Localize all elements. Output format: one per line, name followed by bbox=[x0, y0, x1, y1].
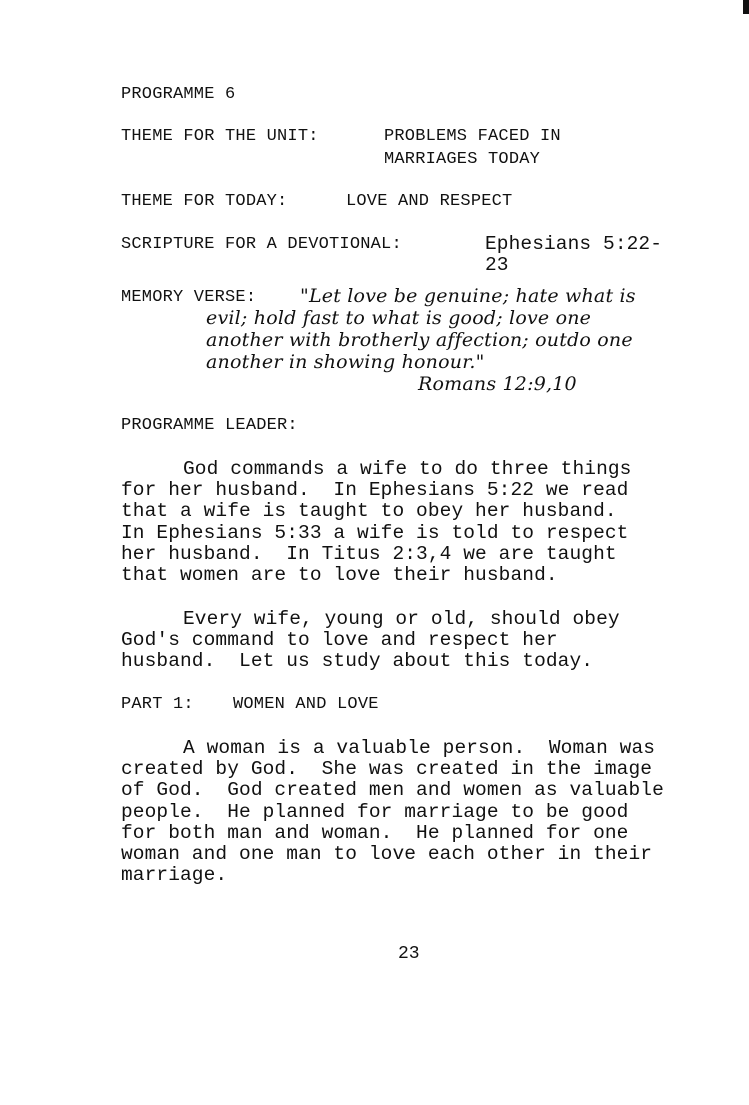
memory-verse-line: another with brotherly affection; outdo one bbox=[206, 329, 633, 351]
paragraph-line: that women are to love their husband. bbox=[121, 564, 558, 586]
memory-verse-line: evil; hold fast to what is good; love one bbox=[206, 307, 592, 329]
paragraph-line: created by God. She was created in the image bbox=[121, 758, 653, 780]
paragraph-line: people. He planned for marriage to be good bbox=[121, 801, 629, 823]
paragraph-line: A woman is a valuable person. Woman was bbox=[183, 737, 656, 759]
paragraph-line: for her husband. In Ephesians 5:22 we read bbox=[121, 479, 629, 501]
unit-theme-label: THEME FOR THE UNIT: bbox=[121, 127, 319, 146]
scripture-reference-line2: 23 bbox=[485, 254, 509, 276]
part1-title: WOMEN AND LOVE bbox=[233, 695, 379, 714]
today-theme-label: THEME FOR TODAY: bbox=[121, 192, 288, 211]
today-theme-value: LOVE AND RESPECT bbox=[346, 192, 513, 211]
scripture-label: SCRIPTURE FOR A DEVOTIONAL: bbox=[121, 235, 402, 254]
paragraph-line: that a wife is taught to obey her husband. bbox=[121, 500, 617, 522]
scripture-reference-line1: Ephesians 5:22- bbox=[485, 233, 663, 255]
paragraph-line: marriage. bbox=[121, 864, 228, 886]
programme-heading: PROGRAMME 6 bbox=[121, 85, 236, 104]
unit-theme-value-line2: MARRIAGES TODAY bbox=[384, 150, 541, 169]
paragraph-line: God's command to love and respect her bbox=[121, 629, 558, 651]
paragraph-line: for both man and woman. He planned for one bbox=[121, 822, 629, 844]
paragraph-line: Every wife, young or old, should obey bbox=[183, 608, 620, 630]
leader-heading: PROGRAMME LEADER: bbox=[121, 416, 298, 435]
paragraph-line: woman and one man to love each other in their bbox=[121, 843, 653, 865]
memory-verse-line: "Let love be genuine; hate what is bbox=[300, 285, 636, 307]
paragraph-line: her husband. In Titus 2:3,4 we are taught bbox=[121, 543, 617, 565]
memory-verse-line: another in showing honour." bbox=[206, 351, 485, 373]
unit-theme-value-line1: PROBLEMS FACED IN bbox=[384, 127, 561, 146]
page-number: 23 bbox=[398, 944, 420, 964]
memory-verse-label: MEMORY VERSE: bbox=[121, 288, 257, 307]
paragraph-line: of God. God created men and women as valuable bbox=[121, 779, 664, 801]
paragraph-line: In Ephesians 5:33 a wife is told to respect bbox=[121, 522, 629, 544]
memory-verse-reference: Romans 12:9,10 bbox=[418, 373, 577, 395]
paragraph-line: God commands a wife to do three things bbox=[183, 458, 632, 480]
part1-label: PART 1: bbox=[121, 695, 194, 714]
paragraph-line: husband. Let us study about this today. bbox=[121, 650, 594, 672]
